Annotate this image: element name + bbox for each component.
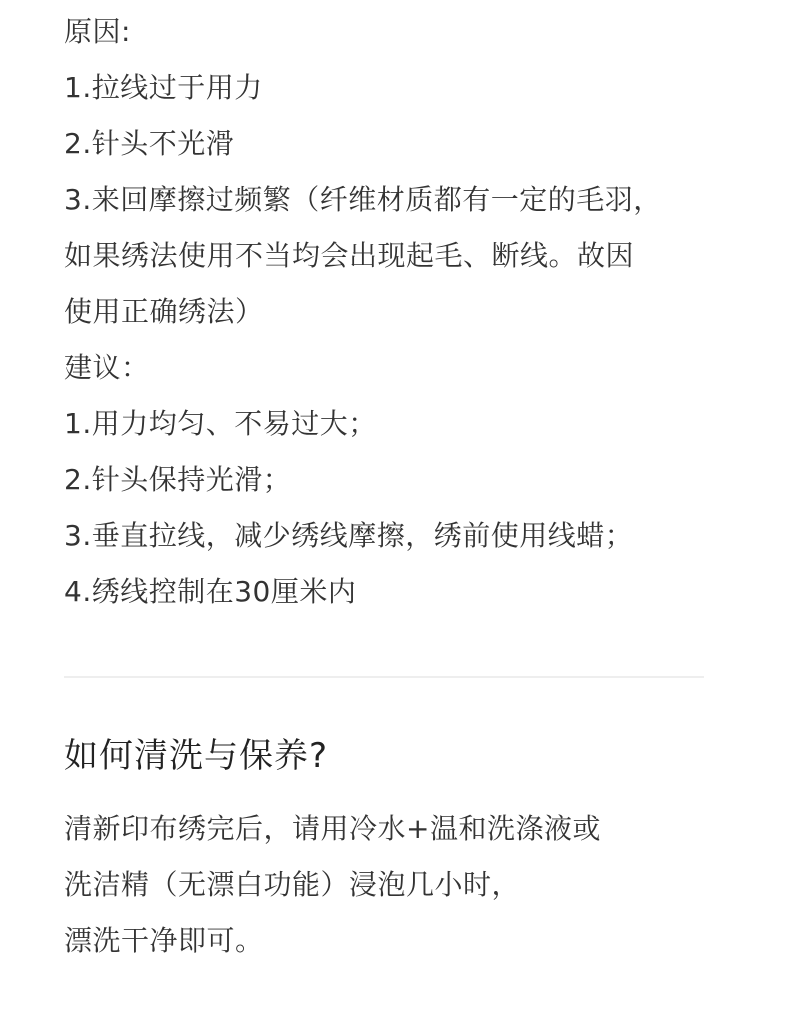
advice-item: 2.针头保持光滑； <box>64 463 292 496</box>
advice-item: 4.绣线控制在30厘米内 <box>64 575 357 608</box>
care-line: 洗洁精（无漂白功能）浸泡几小时， <box>64 868 521 901</box>
section-divider <box>64 676 704 678</box>
cause-item: 1.拉线过于用力 <box>64 71 263 104</box>
care-heading: 如何清洗与保养? <box>64 736 329 776</box>
causes-title: 原因: <box>64 15 131 48</box>
care-instructions <box>64 801 601 969</box>
cause-item-continued: 如果绣法使用不当均会出现起毛、断线。故因 <box>64 239 635 272</box>
advice-title: 建议： <box>64 351 150 384</box>
care-line: 清新印布绣完后，请用冷水+温和洗涤液或 <box>64 812 601 845</box>
cause-item: 3.来回摩擦过频繁（纤维材质都有一定的毛羽， <box>64 183 662 216</box>
causes-and-advice-section <box>64 4 662 620</box>
advice-item: 3.垂直拉线，减少绣线摩擦，绣前使用线蜡； <box>64 519 634 552</box>
cause-item-continued: 使用正确绣法） <box>64 295 264 328</box>
advice-item: 1.用力均匀、不易过大； <box>64 407 377 440</box>
care-line: 漂洗干净即可。 <box>64 924 264 957</box>
cause-item: 2.针头不光滑 <box>64 127 235 160</box>
